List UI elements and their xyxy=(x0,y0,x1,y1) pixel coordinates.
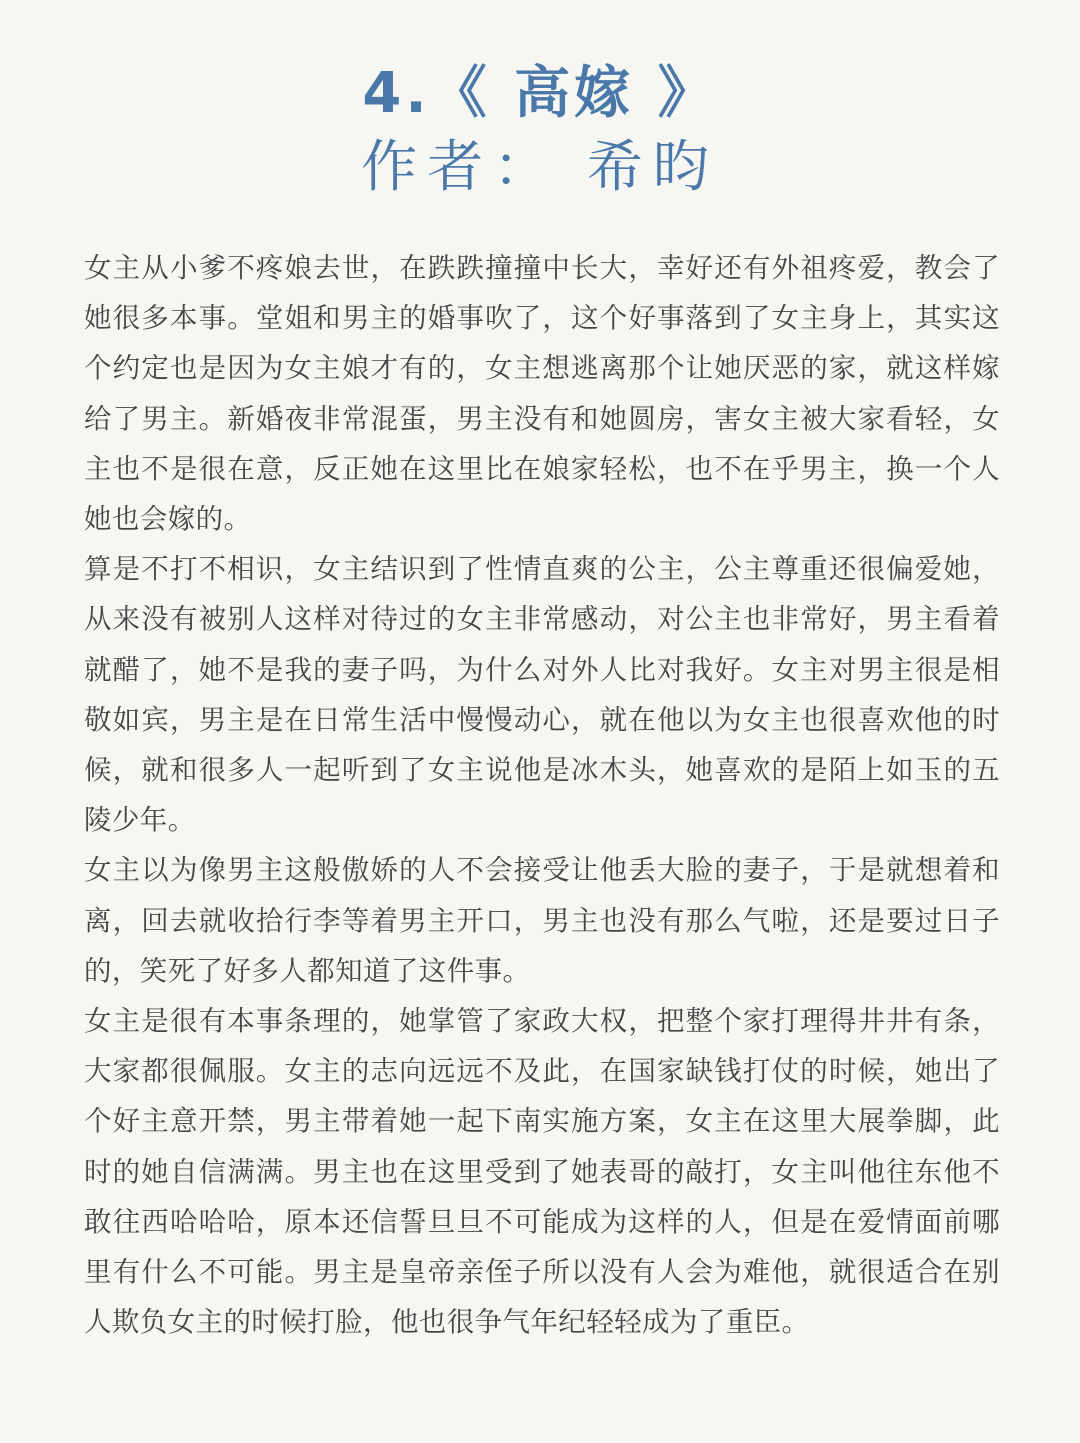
paragraph: 女主以为像男主这般傲娇的人不会接受让他丢大脸的妻子，于是就想着和离，回去就收拾行李等着男主开口，男主也没有那么气啦，还是要过日子的，笑死了好多人都知道了这件事。 xyxy=(84,854,1000,987)
book-title: 4.《 高嫁 》 xyxy=(362,61,718,126)
paragraph: 女主从小爹不疼娘去世，在跌跌撞撞中长大，幸好还有外祖疼爱，教会了她很多本事。堂姐和男主的婚事吹了，这个好事落到了女主身上，其实这个约定也是因为女主娘才有的，女主想逃离那个让她厌恶的家，就这样嫁给了男主。新婚夜非常混蛋，男主没有和她圆房，害女主被大家看轻，女主也不是很在意，反正她在这里比在娘家轻松，也不在乎男主，换一个人她也会嫁的。 xyxy=(84,252,1000,536)
book-author: 作者： 希昀 xyxy=(361,135,719,200)
paragraph: 女主是很有本事条理的，她掌管了家政大权，把整个家打理得井井有条，大家都很佩服。女主的志向远远不及此，在国家缺钱打仗的时候，她出了个好主意开禁，男主带着她一起下南实施方案，女主在这里大展拳脚，此时的她自信满满。男主也在这里受到了她表哥的敲打，女主叫他往东他不敢往西哈哈哈，原本还信誓旦旦不可能成为这样的人，但是在爱情面前哪里有什么不可能。男主是皇帝亲侄子所以没有人会为难他，就很适合在别人欺负女主的时候打脸，他也很争气年纪轻轻成为了重臣。 xyxy=(84,1005,1000,1339)
paragraph: 算是不打不相识，女主结识到了性情直爽的公主，公主尊重还很偏爱她，从来没有被别人这样对待过的女主非常感动，对公主也非常好，男主看着就醋了，她不是我的妻子吗，为什么对外人比对我好。女主对男主很是相敬如宾，男主是在日常生活中慢慢动心，就在他以为女主也很喜欢他的时候，就和很多人一起听到了女主说他是冰木头，她喜欢的是陌上如玉的五陵少年。 xyxy=(84,553,1000,837)
synopsis-body xyxy=(84,243,1000,1347)
header xyxy=(0,58,1080,204)
